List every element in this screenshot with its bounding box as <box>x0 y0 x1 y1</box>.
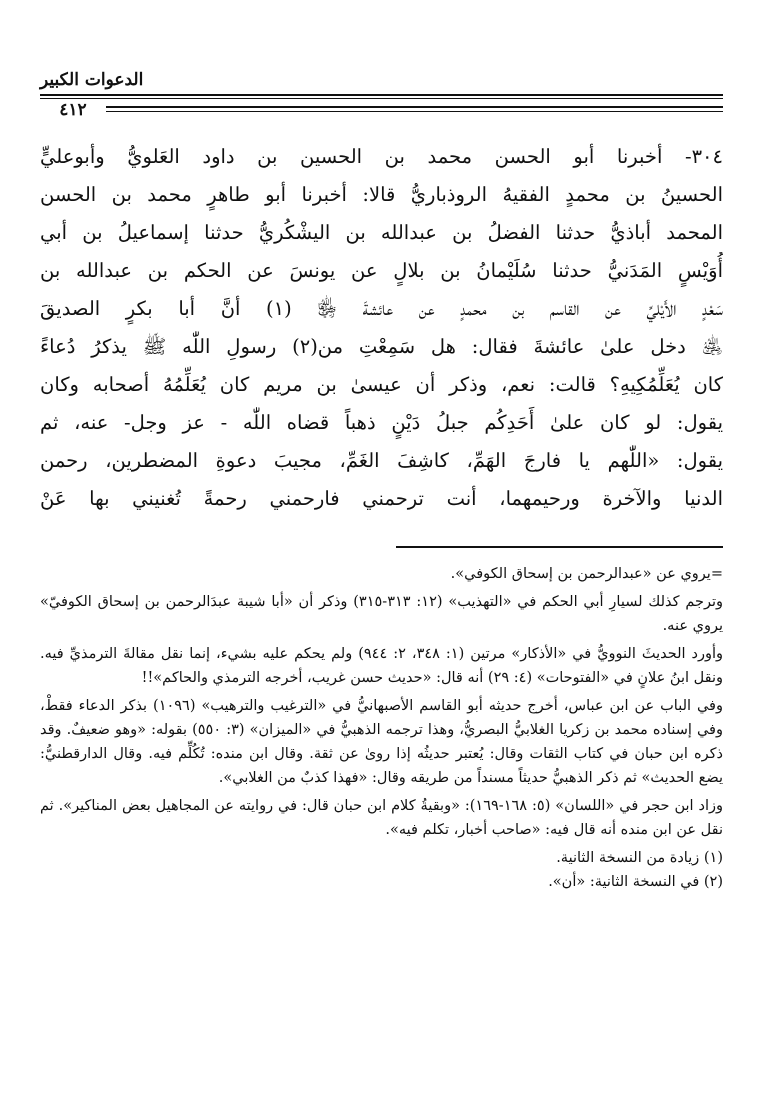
main-text-line: المحمد أباذيُّ حدثنا الفضلُ بن عبدالله بن اليشْكُريُّ حدثنا إسماعيلُ بن أبي <box>40 221 723 244</box>
main-text-line: الدنيا والآخرة ورحيمهما، أنت ترحمني فارحمني رحمةً تُغنيني بها عَنْ <box>40 487 723 510</box>
page-number-row <box>40 98 723 122</box>
footnote-ref-2: (٢) في النسخة الثانية: «أن». <box>548 874 723 890</box>
page-number-rule <box>106 106 723 112</box>
footnote-paragraph: وأورد الحديثَ النوويُّ في «الأذكار» مرتين (١: ٣٤٨، ٢: ٩٤٤) ولم يحكم عليه بشيء، إنما نقل مقالةَ الترمذيِّ فيه. ونقل ابنُ علانٍ في «الفتوحات» (٤: ٢٩) أنه قال: «حديث حسن غريب، أخرجه الترمذي والحاكم»!! <box>40 646 723 686</box>
footnote-separator <box>396 546 723 548</box>
main-text-line: يقول: لو كان علىٰ أَحَدِكُم جبلُ دَيْنٍ ذهباً قضاه اللّٰه - عز وجل- عنه، ثم <box>40 411 723 434</box>
main-text-line: ٣٠٤- أخبرنا أبو الحسن محمد بن الحسين بن داود العَلويُّ وأبوعليٍّ <box>40 145 723 168</box>
main-text-line: أُوَيْسٍ المَدَنيُّ حدثنا سُلَيْمانُ بن بلالٍ عن يونسَ عن الحكم بن عبدالله بن <box>40 259 723 282</box>
main-text-line: ﵁ دخل علىٰ عائشةَ فقال: هل سَمِعْتِ من(٢) رسولِ اللّٰه ﷺ يذكرُ دُعاءً <box>40 335 723 358</box>
footnote-paragraph: وترجم كذلك لسيارِ أبي الحكم في «التهذيب» (١٢: ٣١٣-٣١٥) وذكر أن «أبا شيبة عبدَالرحمن بن إسحاق الكوفيّ» يروي عنه. <box>40 594 724 634</box>
main-text <box>40 138 723 518</box>
footnote-ref-1: (١) زيادة من النسخة الثانية. <box>556 850 723 866</box>
footnote-paragraph: وزاد ابن حجر في «اللسان» (٥: ١٦٨-١٦٩): «وبقيةُ كلام ابن حبان قال: في روايته عن المجاهيل بعض المناكير». ثم نقل عن ابن منده أنه قال فيه: «صاحب أخبار، تكلم فيه». <box>40 798 723 838</box>
footnote-paragraph: =يروي عن «عبدالرحمن بن إسحاق الكوفي». <box>450 566 723 582</box>
main-text-line: سَعْدٍ الأَيْليِّ عن القاسم بن محمدٍ عن عائشةَ ﵂ (١) أنَّ أبا بكرٍ الصديقَ <box>40 297 723 320</box>
footnotes <box>40 562 723 894</box>
main-text-line: كان يُعَلِّمُكِيهِ؟ قالت: نعم، وذكر أن عيسىٰ بن مريم كان يُعَلِّمُهُ أصحابه وكان <box>40 373 723 396</box>
footnote-paragraph: وفي الباب عن ابن عباس، أخرج حديثه أبو القاسم الأصبهانيُّ في «الترغيب والترهيب» (١٠٩٦) بذكر الدعاء فقطْ، وفي إسناده محمد بن زكريا الغلابيُّ البصريُّ، وهذا ترجمه الذهبيُّ في «الميزان» (٣: ٥٥٠) بقوله: «وهو ضعيفٌ. وقد ذكره ابن حبان في كتاب الثقات وقال: يُعتبر حديثُه إذا روىٰ عن ثقة. وقال ابن منده: تُكُلِّم فيه. وقال الدارقطنيُّ: يضع الحديث» ثم ذكر الذهبيُّ حديثاً مسنداً من طريقه وقال: «فهذا كذبٌ من الغلابي». <box>40 698 723 786</box>
main-text-line: الحسينُ بن محمدٍ الفقيهُ الروذباريُّ قالا: أخبرنا أبو طاهرٍ محمد بن الحسن <box>40 183 723 206</box>
running-title: الدعوات الكبير <box>40 70 144 90</box>
main-text-line: يقول: «اللّٰهم يا فارجَ الهَمِّ، كاشِفَ الغَمِّ، مجيبَ دعوةِ المضطرين، رحمن <box>40 449 723 472</box>
page-number: ٤١٢ <box>59 100 87 120</box>
